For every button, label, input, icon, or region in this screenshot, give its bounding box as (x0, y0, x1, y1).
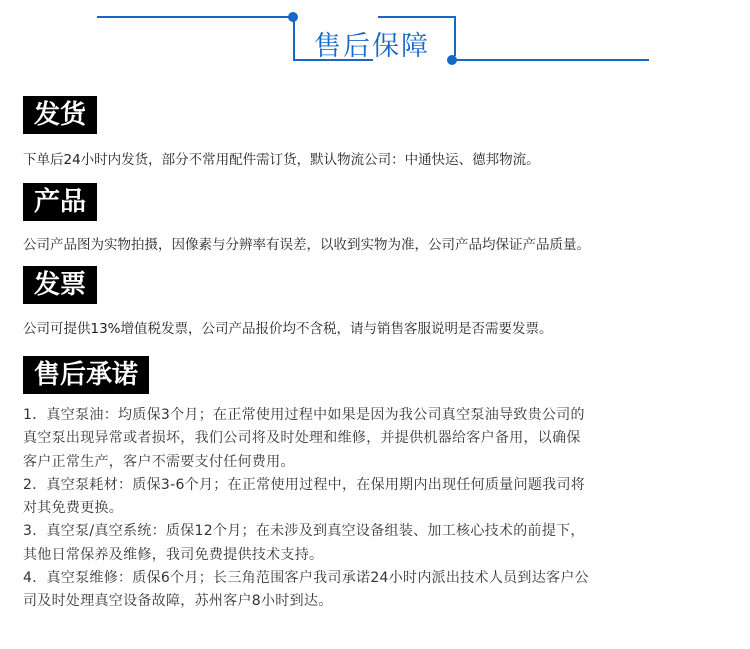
after-sales-line: 客户正常生产，客户不需要支付任何费用。 (23, 453, 295, 470)
product-text: 公司产品图为实物拍摄，因像素与分辨率有误差，以收到实物为准，公司产品均保证产品质量。 (23, 237, 590, 253)
header-line-left (97, 16, 293, 18)
header-bracket-left (293, 21, 295, 61)
after-sales-line: 2．真空泵耗材：质保3-6个月；在正常使用过程中，在保用期内出现任何质量问题我司将 (23, 476, 586, 493)
header-bracket-right (454, 16, 456, 56)
after-sales-line: 4．真空泵维修：质保6个月；长三角范围客户我司承诺24小时内派出技术人员到达客户公 (23, 570, 589, 587)
after-sales-line: 1．真空泵油：均质保3个月；在正常使用过程中如果是因为我公司真空泵油导致贵公司的 (23, 407, 585, 423)
after-sales-line: 其他日常保养及维修，我司免费提供技术支持。 (23, 546, 324, 563)
shipping-text: 下单后24小时内发货，部分不常用配件需订货，默认物流公司：中通快运、德邦物流。 (23, 152, 540, 168)
after-sales-line: 真空泵出现异常或者损坏，我们公司将及时处理和维修，并提供机器给客户备用，以确保 (23, 430, 581, 447)
product-heading: 产品 (23, 183, 97, 221)
header-line-right (455, 59, 649, 61)
header-bracket-right-top (378, 16, 456, 18)
invoice-heading: 发票 (23, 266, 97, 304)
after-sales-line: 司及时处理真空设备故障，苏州客户8小时到达。 (23, 593, 333, 610)
after-sales-heading: 售后承诺 (23, 356, 149, 394)
after-sales-line: 对其免费更换。 (23, 500, 124, 517)
invoice-text: 公司可提供13%增值税发票，公司产品报价均不含税，请与销售客服说明是否需要发票。 (23, 321, 553, 337)
after-sales-line: 3．真空泵/真空系统：质保12个月；在未涉及到真空设备组装、加工核心技术的前提下， (23, 523, 585, 540)
after-sales-list (23, 404, 745, 614)
header-title: 售后保障 (314, 31, 430, 62)
shipping-heading: 发货 (23, 96, 97, 134)
section-header (0, 0, 750, 80)
